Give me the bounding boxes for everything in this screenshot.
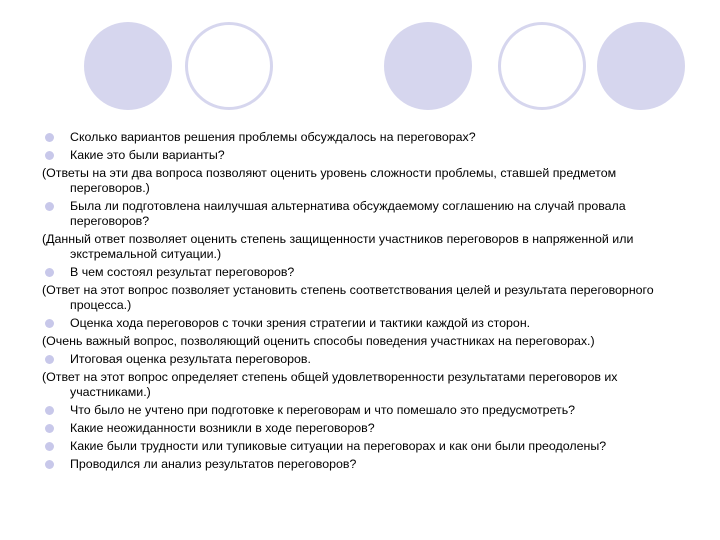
decor-circle-outlined	[185, 22, 273, 110]
list-item	[42, 421, 692, 436]
list-item	[42, 148, 692, 163]
list-item	[42, 316, 692, 331]
item-text: Что было не учтено при подготовке к переговорам и что помешало это предусмотреть?	[70, 403, 576, 417]
decor-circle-filled	[597, 22, 685, 110]
item-text: Какие были трудности или тупиковые ситуации на переговорах и как они были преодолены?	[70, 439, 607, 453]
bullet-icon	[45, 133, 54, 142]
list-item	[42, 403, 692, 418]
decor-circle-outlined	[498, 22, 586, 110]
question-list	[42, 130, 692, 475]
item-text: Сколько вариантов решения проблемы обсуждалось на переговорах?	[70, 130, 476, 144]
item-text: Оценка хода переговоров с точки зрения стратегии и тактики каждой из сторон.	[70, 316, 531, 330]
list-item	[42, 199, 692, 229]
item-text: Какие неожиданности возникли в ходе переговоров?	[70, 421, 375, 435]
item-text: Итоговая оценка результата переговоров.	[70, 352, 311, 366]
note-text: (Ответы на эти два вопроса позволяют оценить уровень сложности проблемы, ставшей предметом переговоров.)	[42, 166, 617, 195]
bullet-icon	[45, 406, 54, 415]
item-text: Какие это были варианты?	[70, 148, 225, 162]
item-text: В чем состоял результат переговоров?	[70, 265, 295, 279]
decor-circle-filled	[84, 22, 172, 110]
list-item	[42, 457, 692, 472]
list-item	[42, 439, 692, 454]
list-item	[42, 352, 692, 367]
note-text: (Очень важный вопрос, позволяющий оценить способы поведения участниках на переговорах.)	[42, 334, 595, 348]
item-text: Проводился ли анализ результатов переговоров?	[70, 457, 357, 471]
note-text: (Ответ на этот вопрос позволяет установить степень соответствования целей и результата переговорного процесса.)	[42, 283, 654, 312]
bullet-icon	[45, 202, 54, 211]
list-item	[42, 130, 692, 145]
decor-circle-filled	[384, 22, 472, 110]
list-item	[42, 265, 692, 280]
bullet-icon	[45, 319, 54, 328]
item-text: Была ли подготовлена наилучшая альтернатива обсуждаемому соглашению на случай провала переговоров?	[70, 199, 626, 228]
bullet-icon	[45, 355, 54, 364]
note-text: (Данный ответ позволяет оценить степень защищенности участников переговоров в напряженной или экстремальной ситуации.)	[42, 232, 634, 261]
note-text: (Ответ на этот вопрос определяет степень общей удовлетворенности результатами переговоров их участниками.)	[42, 370, 618, 399]
bullet-icon	[45, 442, 54, 451]
bullet-icon	[45, 268, 54, 277]
bullet-icon	[45, 151, 54, 160]
bullet-icon	[45, 424, 54, 433]
bullet-icon	[45, 460, 54, 469]
